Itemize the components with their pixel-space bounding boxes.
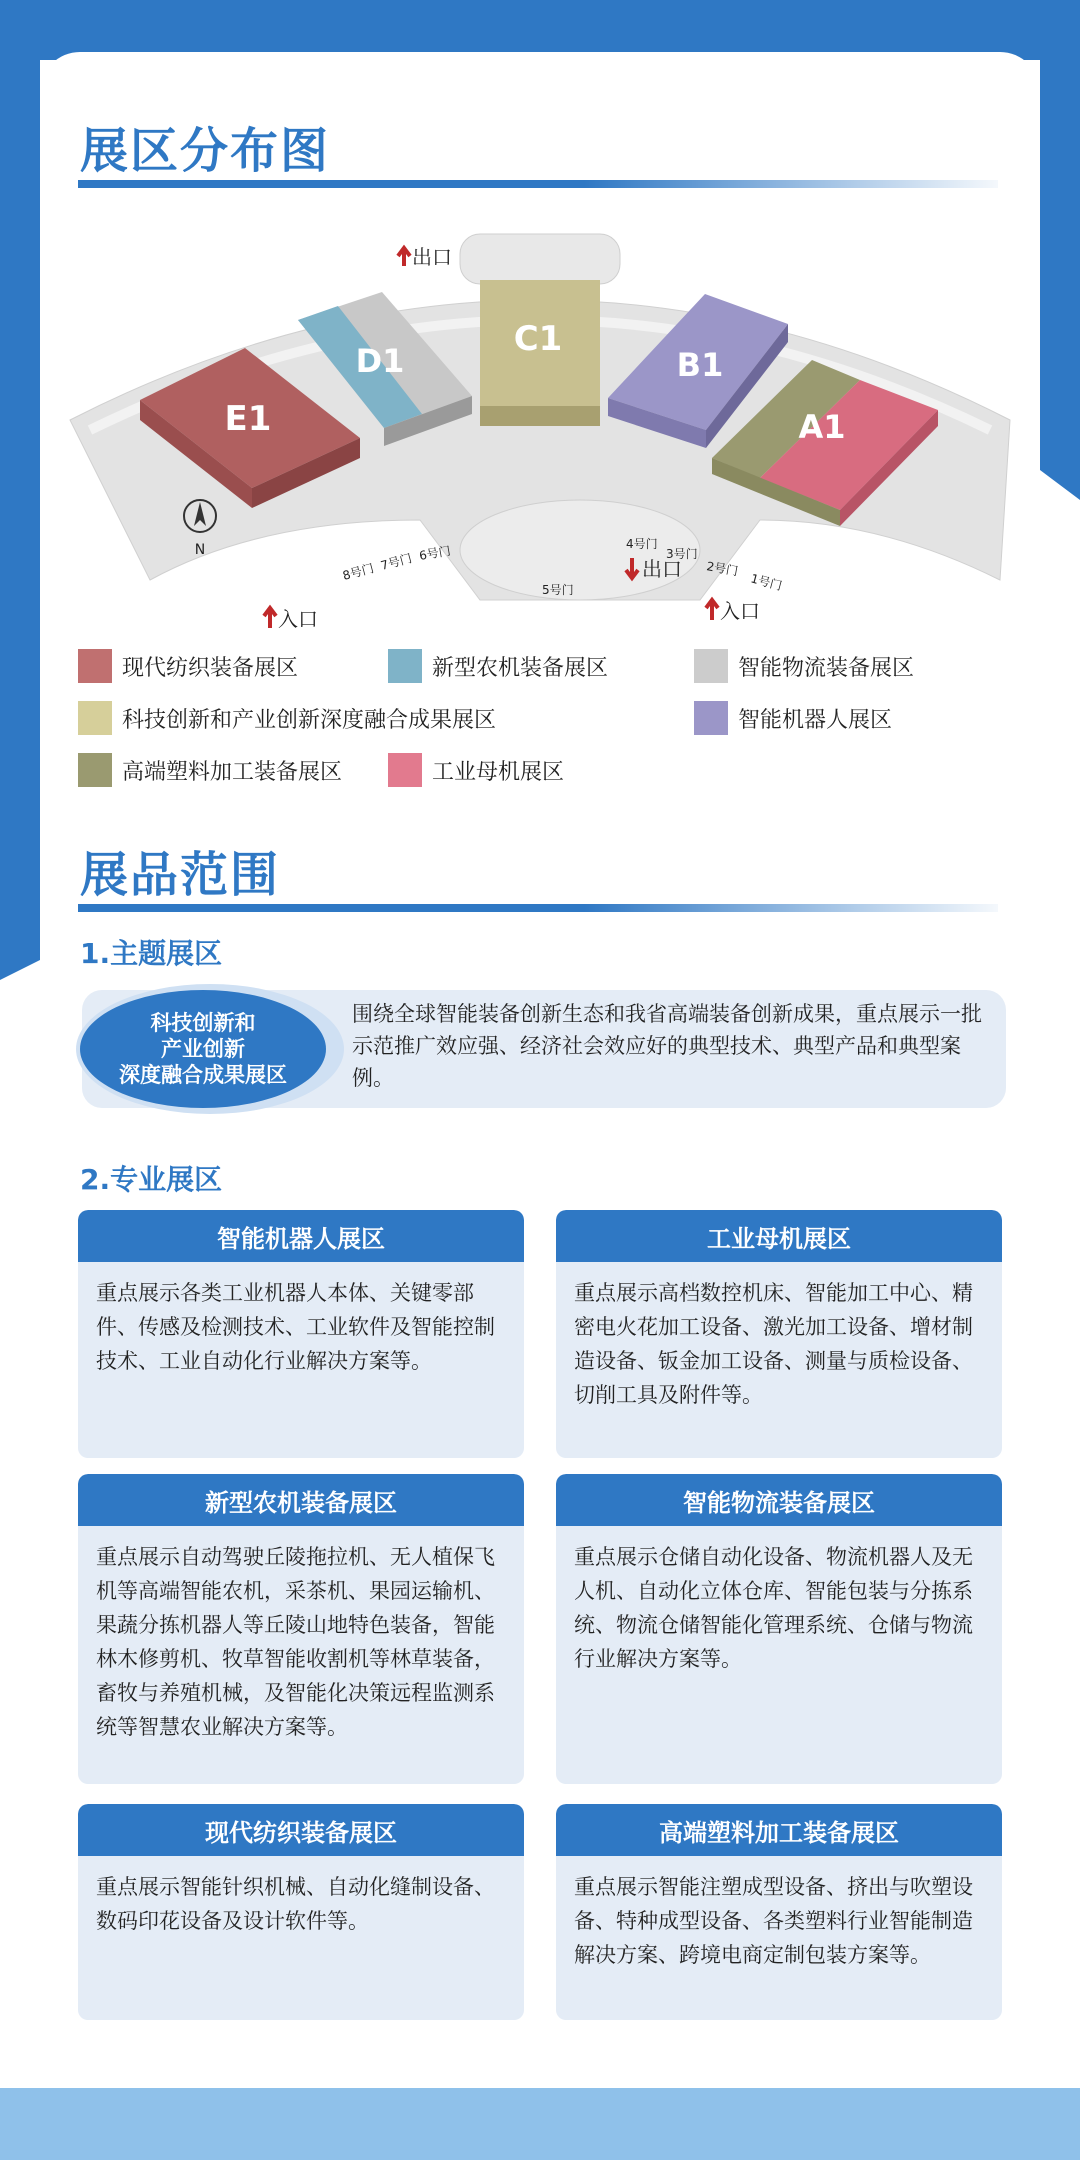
legend-item-textile bbox=[78, 648, 298, 684]
zone-card-agri bbox=[78, 1474, 524, 1784]
hall-label-b1: B1 bbox=[676, 346, 724, 384]
legend-item-robot bbox=[694, 700, 892, 736]
legend-label: 现代纺织装备展区 bbox=[122, 655, 299, 681]
legend-label: 新型农机装备展区 bbox=[432, 655, 609, 681]
section-title-underline bbox=[78, 904, 998, 912]
entrance-left bbox=[264, 607, 318, 631]
legend-item-agri bbox=[388, 648, 608, 684]
map-legend bbox=[78, 648, 1038, 798]
theme-oval-line: 科技创新和 bbox=[150, 1011, 256, 1035]
theme-zone-description: 围绕全球智能装备创新生态和我省高端装备创新成果，重点展示一批示范推广效应强、经济社会效应好的典型技术、典型产品和典型案例。 bbox=[352, 1002, 982, 1090]
legend-label: 工业母机展区 bbox=[432, 759, 565, 785]
zone-card-title: 高端塑料加工装备展区 bbox=[556, 1804, 1002, 1856]
theme-zone-heading: 1.主题展区 bbox=[80, 937, 223, 970]
legend-label: 高端塑料加工装备展区 bbox=[122, 759, 343, 785]
legend-swatch bbox=[694, 701, 728, 735]
entrance-left-label: 入口 bbox=[278, 607, 318, 631]
hall-c1 bbox=[480, 280, 600, 426]
legend-swatch bbox=[694, 649, 728, 683]
zone-card-title: 新型农机装备展区 bbox=[78, 1474, 524, 1526]
gate-label-4: 4号门 bbox=[626, 537, 658, 551]
section-title-underline bbox=[78, 180, 998, 188]
legend-item-logistics bbox=[694, 648, 914, 684]
section-title-scope: 展品范围 bbox=[80, 847, 281, 903]
legend-swatch bbox=[78, 701, 112, 735]
theme-oval-line: 产业创新 bbox=[161, 1037, 245, 1061]
zone-card-body: 重点展示智能注塑成型设备、挤出与吹塑设备、特种成型设备、各类塑料行业智能制造解决方案、跨境电商定制包装方案等。 bbox=[574, 1875, 973, 1967]
theme-zone-oval bbox=[80, 990, 326, 1108]
section-title-layout: 展区分布图 bbox=[80, 123, 331, 179]
entrance-right bbox=[706, 599, 760, 623]
gate-label-8: 8号门 bbox=[341, 561, 376, 583]
exit-bottom-label: 出口 bbox=[642, 557, 682, 581]
exhibition-map bbox=[60, 220, 1020, 640]
zone-card-logistics bbox=[556, 1474, 1002, 1784]
hall-label-c1: C1 bbox=[513, 319, 563, 359]
legend-swatch bbox=[78, 649, 112, 683]
legend-swatch bbox=[388, 753, 422, 787]
zone-card-title: 智能物流装备展区 bbox=[556, 1474, 1002, 1526]
gate-label-5: 5号门 bbox=[542, 583, 574, 597]
legend-label: 智能机器人展区 bbox=[738, 707, 893, 733]
hall-label-a1: A1 bbox=[798, 408, 846, 446]
gate-label-2: 2号门 bbox=[705, 559, 740, 579]
professional-zone-heading: 2.专业展区 bbox=[80, 1163, 223, 1196]
zone-card-robot bbox=[78, 1210, 524, 1458]
zone-card-body: 重点展示高档数控机床、智能加工中心、精密电火花加工设备、激光加工设备、增材制造设备、钣金加工设备、测量与质检设备、切削工具及附件等。 bbox=[574, 1281, 973, 1407]
gate-label-3: 3号门 bbox=[666, 547, 698, 561]
gate-label-1: 1号门 bbox=[749, 571, 784, 594]
zone-card-body: 重点展示仓储自动化设备、物流机器人及无人机、自动化立体仓库、智能包装与分拣系统、物流仓储智能化管理系统、仓储与物流行业解决方案等。 bbox=[574, 1545, 973, 1671]
zone-card-title: 现代纺织装备展区 bbox=[78, 1804, 524, 1856]
exit-top-label: 出口 bbox=[412, 245, 452, 269]
legend-item-plastic bbox=[78, 752, 342, 788]
theme-oval-line: 深度融合成果展区 bbox=[119, 1063, 287, 1087]
zone-card-body: 重点展示自动驾驶丘陵拖拉机、无人植保飞机等高端智能农机，采茶机、果园运输机、果蔬分拣机器人等丘陵山地特色装备，智能林木修剪机、牧草智能收割机等林草装备，畜牧与养殖机械，及智能化决策远程监测系统等智慧农业解决方案等。 bbox=[96, 1545, 495, 1739]
entrance-right-label: 入口 bbox=[720, 599, 760, 623]
zone-card-title: 工业母机展区 bbox=[556, 1210, 1002, 1262]
zone-card-textile bbox=[78, 1804, 524, 2020]
legend-item-machine-tool bbox=[388, 752, 564, 788]
gate-label-6: 6号门 bbox=[418, 543, 452, 563]
gate-label-7: 7号门 bbox=[379, 551, 414, 573]
arrow-up-icon bbox=[264, 608, 276, 628]
compass-label: N bbox=[194, 542, 206, 558]
zone-card-title: 智能机器人展区 bbox=[78, 1210, 524, 1262]
arrow-up-icon bbox=[706, 600, 718, 620]
zone-card-machine-tool bbox=[556, 1210, 1002, 1458]
zone-card-body: 重点展示各类工业机器人本体、关键零部件、传感及检测技术、工业软件及智能控制技术、工业自动化行业解决方案等。 bbox=[96, 1281, 495, 1373]
legend-swatch bbox=[78, 753, 112, 787]
legend-item-innovation bbox=[78, 700, 496, 736]
legend-swatch bbox=[388, 649, 422, 683]
zone-card-plastic bbox=[556, 1804, 1002, 2020]
legend-label: 科技创新和产业创新深度融合成果展区 bbox=[122, 707, 497, 733]
legend-label: 智能物流装备展区 bbox=[738, 655, 915, 681]
arrow-up-icon bbox=[398, 248, 410, 266]
exit-top bbox=[398, 245, 452, 269]
hall-label-d1: D1 bbox=[355, 342, 405, 380]
zone-card-body: 重点展示智能针织机械、自动化缝制设备、数码印花设备及设计软件等。 bbox=[96, 1875, 495, 1933]
footer-band bbox=[0, 2088, 1080, 2160]
hall-label-e1: E1 bbox=[224, 399, 272, 439]
